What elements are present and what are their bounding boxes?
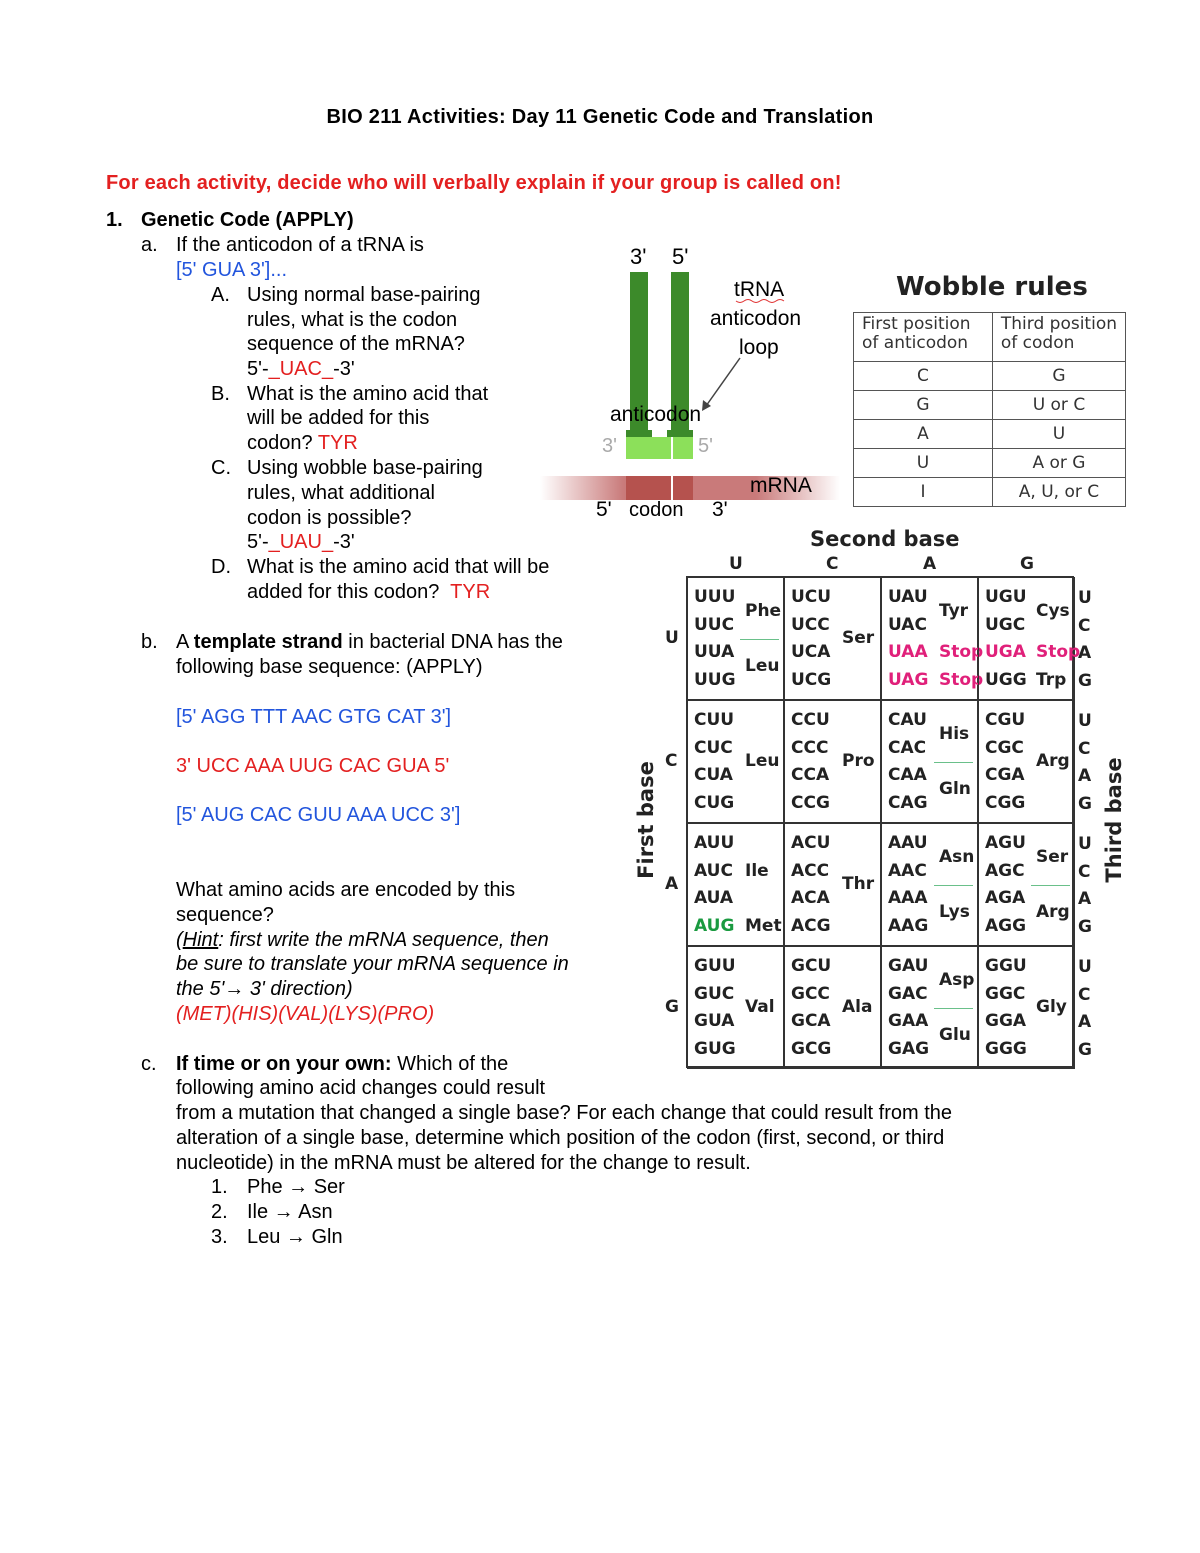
codon-block — [881, 823, 978, 946]
wobble-cell: A — [854, 420, 993, 449]
block-divider — [1031, 885, 1070, 886]
amino-acid-label: Thr — [842, 874, 875, 895]
codon: AGG — [985, 915, 1027, 936]
codon: GCC — [791, 983, 830, 1004]
first-base-label: First base — [634, 761, 658, 879]
codon: GCU — [791, 956, 832, 976]
sub-B-line3: codon? — [247, 432, 313, 454]
codon: UUU — [694, 587, 736, 607]
text: in bacterial DNA has the — [342, 631, 563, 653]
sub-A-line3: sequence of the mRNA? — [247, 333, 465, 355]
sub-C-line1: Using wobble base-pairing — [247, 457, 483, 479]
item-c-line4: alteration of a single base, determine which position of the codon (first, second, or third — [176, 1127, 945, 1149]
amino-acid-label: Asn — [939, 846, 975, 867]
codon: UAC — [888, 614, 927, 635]
codon: UUA — [694, 642, 735, 662]
item-a-anticodon: [5' GUA 3']... — [176, 259, 288, 281]
amino-acid-label: Ser — [1036, 846, 1069, 867]
third-base-letter: A — [1078, 643, 1092, 663]
text: A — [176, 631, 194, 653]
second-base-letter: G — [1020, 554, 1034, 574]
sub-C-marker: C. — [211, 457, 231, 479]
amino-acid-label: His — [939, 723, 970, 744]
instruction: For each activity, decide who will verbally explain if your group is called on! — [106, 172, 842, 194]
codon: AAU — [888, 833, 928, 853]
codon: AUA — [694, 888, 734, 908]
item-c-marker: c. — [141, 1053, 157, 1075]
codon-label: codon — [629, 499, 684, 521]
item-c-line2: following amino acid changes could result — [176, 1077, 546, 1099]
wobble-cell: G — [992, 362, 1125, 391]
codon-5-prime: 5' — [596, 498, 612, 521]
sub-B-answer-line — [247, 431, 358, 456]
codon: CCA — [791, 765, 830, 785]
item-c-line1 — [176, 1052, 508, 1077]
section-heading: Genetic Code (APPLY) — [141, 209, 354, 231]
codon: GGG — [985, 1038, 1027, 1059]
anticodon-5-prime: 5' — [698, 435, 713, 457]
sub-C-line3: codon is possible? — [247, 507, 412, 529]
third-base-letter: C — [1078, 861, 1091, 882]
sub-A-marker: A. — [211, 284, 230, 306]
codon: CUU — [694, 710, 735, 730]
second-base-letter: U — [729, 554, 743, 574]
codon: AAA — [888, 888, 928, 908]
wobble-cell: A, U, or C — [992, 478, 1125, 507]
answer-codon: _UAU_ — [268, 531, 334, 553]
codon: GGA — [985, 1011, 1027, 1031]
header-text: Third position — [1000, 314, 1117, 334]
codon-block — [687, 577, 784, 700]
codon: AUC — [694, 860, 733, 881]
block-divider — [740, 639, 779, 640]
list-item — [211, 1225, 343, 1250]
codon-block — [978, 946, 1075, 1069]
codon: UAU — [888, 587, 928, 607]
list-text: Ile → Asn — [247, 1201, 333, 1223]
amino-acid-label: Trp — [1036, 669, 1067, 690]
third-base-letter: C — [1078, 984, 1091, 1005]
amino-acid-label: Ala — [842, 997, 873, 1018]
codon: GUA — [694, 1011, 735, 1031]
hint-word: Hint — [182, 929, 219, 951]
question-line2: sequence? — [176, 904, 274, 926]
amino-acid-label: Gly — [1036, 997, 1067, 1018]
amino-acid-label: Pro — [842, 751, 875, 772]
third-base-letter: G — [1078, 916, 1092, 937]
item-a-line1: If the anticodon of a tRNA is — [176, 234, 424, 256]
item-a-marker: a. — [141, 234, 158, 256]
codon: CAA — [888, 765, 927, 785]
sub-D-marker: D. — [211, 556, 231, 578]
trna-label: tRNA — [734, 278, 785, 301]
block-divider — [934, 885, 973, 886]
sub-B-marker: B. — [211, 383, 230, 405]
codon: AAC — [888, 860, 927, 881]
third-base-letter: G — [1078, 793, 1092, 814]
codon: CUA — [694, 765, 733, 785]
answer-amino-acid: TYR — [317, 432, 358, 454]
wobble-rules-table — [853, 312, 1126, 507]
wobble-cell: I — [854, 478, 993, 507]
codon: UCG — [791, 669, 832, 690]
text: : first write the mRNA sequence, then — [218, 929, 549, 951]
amino-acid-label: Ile — [745, 860, 769, 881]
amino-acid-label: Leu — [745, 655, 780, 676]
codon: AAG — [888, 915, 929, 936]
header-text: of anticodon — [862, 333, 969, 353]
codon: CAU — [888, 710, 927, 730]
sub-B-line1: What is the amino acid that — [247, 383, 489, 405]
sub-B-line2: will be added for this — [247, 407, 430, 429]
text: ( — [176, 929, 183, 951]
amino-acid-label: Arg — [1036, 901, 1070, 922]
genetic-code-table — [686, 576, 1081, 1068]
hint-line3: the 5'→ 3' direction) — [176, 978, 353, 1000]
amino-acid-label: Stop — [1036, 642, 1081, 662]
amino-acid-label: Glu — [939, 1024, 971, 1045]
amino-acid-label: Ser — [842, 628, 875, 649]
codon: AGC — [985, 860, 1025, 881]
answer-suffix: -3' — [333, 531, 355, 553]
codon: UUC — [694, 614, 735, 635]
first-base-letter: G — [665, 997, 679, 1017]
codon-block — [784, 700, 881, 823]
codon: GUU — [694, 956, 736, 976]
third-base-letter: G — [1078, 1039, 1092, 1060]
first-base-letter: C — [665, 751, 678, 771]
codon: UCA — [791, 642, 831, 662]
codon: CUC — [694, 737, 733, 758]
sub-A-line2: rules, what is the codon — [247, 309, 458, 331]
codon: GUG — [694, 1038, 736, 1059]
sub-C-line2: rules, what additional — [247, 482, 435, 504]
list-number: 2. — [211, 1201, 228, 1223]
codon: CCG — [791, 792, 830, 813]
second-base-letter: A — [923, 554, 937, 574]
anticodon-label: anticodon — [610, 403, 702, 426]
amino-acid-label: Tyr — [939, 600, 969, 621]
mrna-label: mRNA — [750, 474, 812, 497]
amino-acid-label: Cys — [1036, 600, 1070, 621]
answer-prefix: 5'- — [247, 531, 269, 553]
sub-D-line1: What is the amino acid that will be — [247, 556, 550, 578]
codon: CGU — [985, 710, 1026, 730]
codon-block — [881, 577, 984, 700]
codon: UCC — [791, 614, 830, 635]
wobble-header-anticodon — [854, 313, 993, 362]
codon: AUG — [694, 915, 735, 936]
sub-A-answer-line — [247, 357, 355, 382]
answer-amino-acid: TYR — [450, 581, 491, 603]
amino-acid-label: Val — [745, 997, 775, 1018]
anticodon-loop-label: anticodon — [710, 307, 802, 330]
third-base-letter: U — [1078, 834, 1092, 854]
amino-acid-label: Stop — [939, 669, 984, 690]
amino-acid-label: Gln — [939, 778, 971, 799]
codon-block — [978, 700, 1075, 823]
third-base-letter: U — [1078, 957, 1092, 977]
third-base-label: Third base — [1102, 757, 1126, 883]
codon-block — [784, 946, 881, 1069]
codon: GCG — [791, 1038, 832, 1059]
wobble-cell: U or C — [992, 391, 1125, 420]
codon: UGA — [985, 642, 1026, 662]
hint-line1 — [176, 928, 549, 953]
codon-3-prime: 3' — [712, 498, 728, 521]
trna-figure — [540, 240, 840, 530]
codon: UAA — [888, 642, 928, 662]
third-base-letter: A — [1078, 889, 1092, 909]
loop-label: loop — [739, 336, 779, 359]
codon: CGA — [985, 765, 1025, 785]
first-base-letter: U — [665, 628, 679, 648]
codon: CUG — [694, 792, 735, 813]
codon: GAG — [888, 1038, 930, 1059]
block-divider — [934, 1008, 973, 1009]
codon: CCU — [791, 710, 830, 730]
item-c-line5: nucleotide) in the mRNA must be altered for the change to result. — [176, 1152, 751, 1174]
codon: ACA — [791, 888, 830, 908]
list-text: Leu → Gln — [247, 1226, 343, 1248]
item-b-line1 — [176, 630, 563, 655]
second-base-letter: C — [826, 554, 839, 574]
strand-3-prime-label: 3' — [630, 244, 647, 269]
list-number: 1. — [211, 1176, 228, 1198]
section-number: 1. — [106, 209, 123, 231]
codon: AGU — [985, 833, 1026, 853]
codon-block — [687, 946, 784, 1069]
wobble-cell: A or G — [992, 449, 1125, 478]
amino-acid-label: Lys — [939, 901, 970, 922]
codon-block — [784, 577, 881, 700]
first-base-letter: A — [665, 874, 679, 894]
wobble-cell: G — [854, 391, 993, 420]
wobble-rules-title: Wobble rules — [896, 272, 1088, 302]
dna-template-sequence: [5' AGG TTT AAC GTG CAT 3'] — [176, 706, 452, 728]
wobble-header-codon — [992, 313, 1125, 362]
amino-acid-label: Asp — [939, 969, 975, 990]
third-base-letter: U — [1078, 588, 1092, 608]
third-base-letter: C — [1078, 738, 1091, 759]
codon: GCA — [791, 1011, 831, 1031]
sub-A-line1: Using normal base-pairing — [247, 284, 481, 306]
codon-block — [978, 577, 1081, 700]
answer-prefix: 5'- — [247, 358, 269, 380]
amino-acid-label: Arg — [1036, 751, 1070, 772]
codon: CGG — [985, 792, 1026, 813]
wobble-cell: C — [854, 362, 993, 391]
codon-block — [687, 700, 784, 823]
page-title: BIO 211 Activities: Day 11 Genetic Code and Translation — [326, 106, 874, 128]
hint-line2: be sure to translate your mRNA sequence in — [176, 953, 569, 975]
amino-acid-label: Met — [745, 915, 782, 936]
codon: ACC — [791, 860, 830, 881]
list-text: Phe → Ser — [247, 1176, 345, 1198]
codon: UGG — [985, 669, 1027, 690]
wobble-cell: U — [854, 449, 993, 478]
codon: GGC — [985, 983, 1026, 1004]
sub-D-answer-line — [247, 580, 490, 605]
list-item — [211, 1200, 333, 1225]
item-b-line2: following base sequence: (APPLY) — [176, 656, 483, 678]
anticodon-3-prime: 3' — [602, 435, 617, 457]
codon-block — [881, 700, 978, 823]
template-strand-term: template strand — [193, 631, 343, 653]
mrna-sequence: [5' AUG CAC GUU AAA UCC 3'] — [176, 804, 461, 826]
third-base-letter: U — [1078, 711, 1092, 731]
amino-acid-label: Leu — [745, 751, 780, 772]
complement-sequence: 3' UCC AAA UUG CAC GUA 5' — [176, 755, 450, 777]
answer-suffix: -3' — [333, 358, 355, 380]
question-line1: What amino acids are encoded by this — [176, 879, 516, 901]
codon: CCC — [791, 737, 829, 758]
codon: CAC — [888, 737, 927, 758]
codon: CAG — [888, 792, 928, 813]
bonus-label: If time or on your own: — [176, 1053, 392, 1075]
codon: CGC — [985, 737, 1024, 758]
codon-block — [978, 823, 1075, 946]
third-base-letter: C — [1078, 615, 1091, 636]
amino-acid-answer: (MET)(HIS)(VAL)(LYS)(PRO) — [176, 1003, 435, 1025]
item-c-line3: from a mutation that changed a single base? For each change that could result from the — [176, 1102, 953, 1124]
codon: UCU — [791, 587, 832, 607]
codon: GAA — [888, 1011, 929, 1031]
codon-block — [881, 946, 978, 1069]
header-text: First position — [862, 314, 971, 334]
list-item — [211, 1175, 345, 1200]
codon: UGC — [985, 614, 1026, 635]
codon: GGU — [985, 956, 1027, 976]
amino-acid-label: Stop — [939, 642, 984, 662]
answer-codon: _UAC_ — [268, 358, 334, 380]
codon-block — [784, 823, 881, 946]
second-base-label: Second base — [810, 527, 960, 551]
sub-C-answer-line — [247, 530, 355, 555]
codon: GAC — [888, 983, 928, 1004]
codon: ACG — [791, 915, 831, 936]
codon: GUC — [694, 983, 735, 1004]
text: Which of the — [391, 1053, 509, 1075]
codon: GAU — [888, 956, 929, 976]
codon: UGU — [985, 587, 1027, 607]
header-text: of codon — [1000, 333, 1075, 353]
item-b-marker: b. — [141, 631, 158, 653]
codon: ACU — [791, 833, 831, 853]
amino-acid-label: Phe — [745, 600, 782, 621]
codon: UAG — [888, 669, 929, 690]
sub-D-line2: added for this codon? — [247, 581, 440, 603]
codon: AUU — [694, 833, 735, 853]
codon: UUG — [694, 669, 736, 690]
codon: AGA — [985, 888, 1026, 908]
block-divider — [934, 762, 973, 763]
list-number: 3. — [211, 1226, 228, 1248]
third-base-letter: A — [1078, 766, 1092, 786]
third-base-letter: G — [1078, 670, 1092, 691]
codon-block — [687, 823, 784, 946]
wobble-cell: U — [992, 420, 1125, 449]
third-base-letter: A — [1078, 1012, 1092, 1032]
strand-5-prime-label: 5' — [672, 244, 689, 269]
